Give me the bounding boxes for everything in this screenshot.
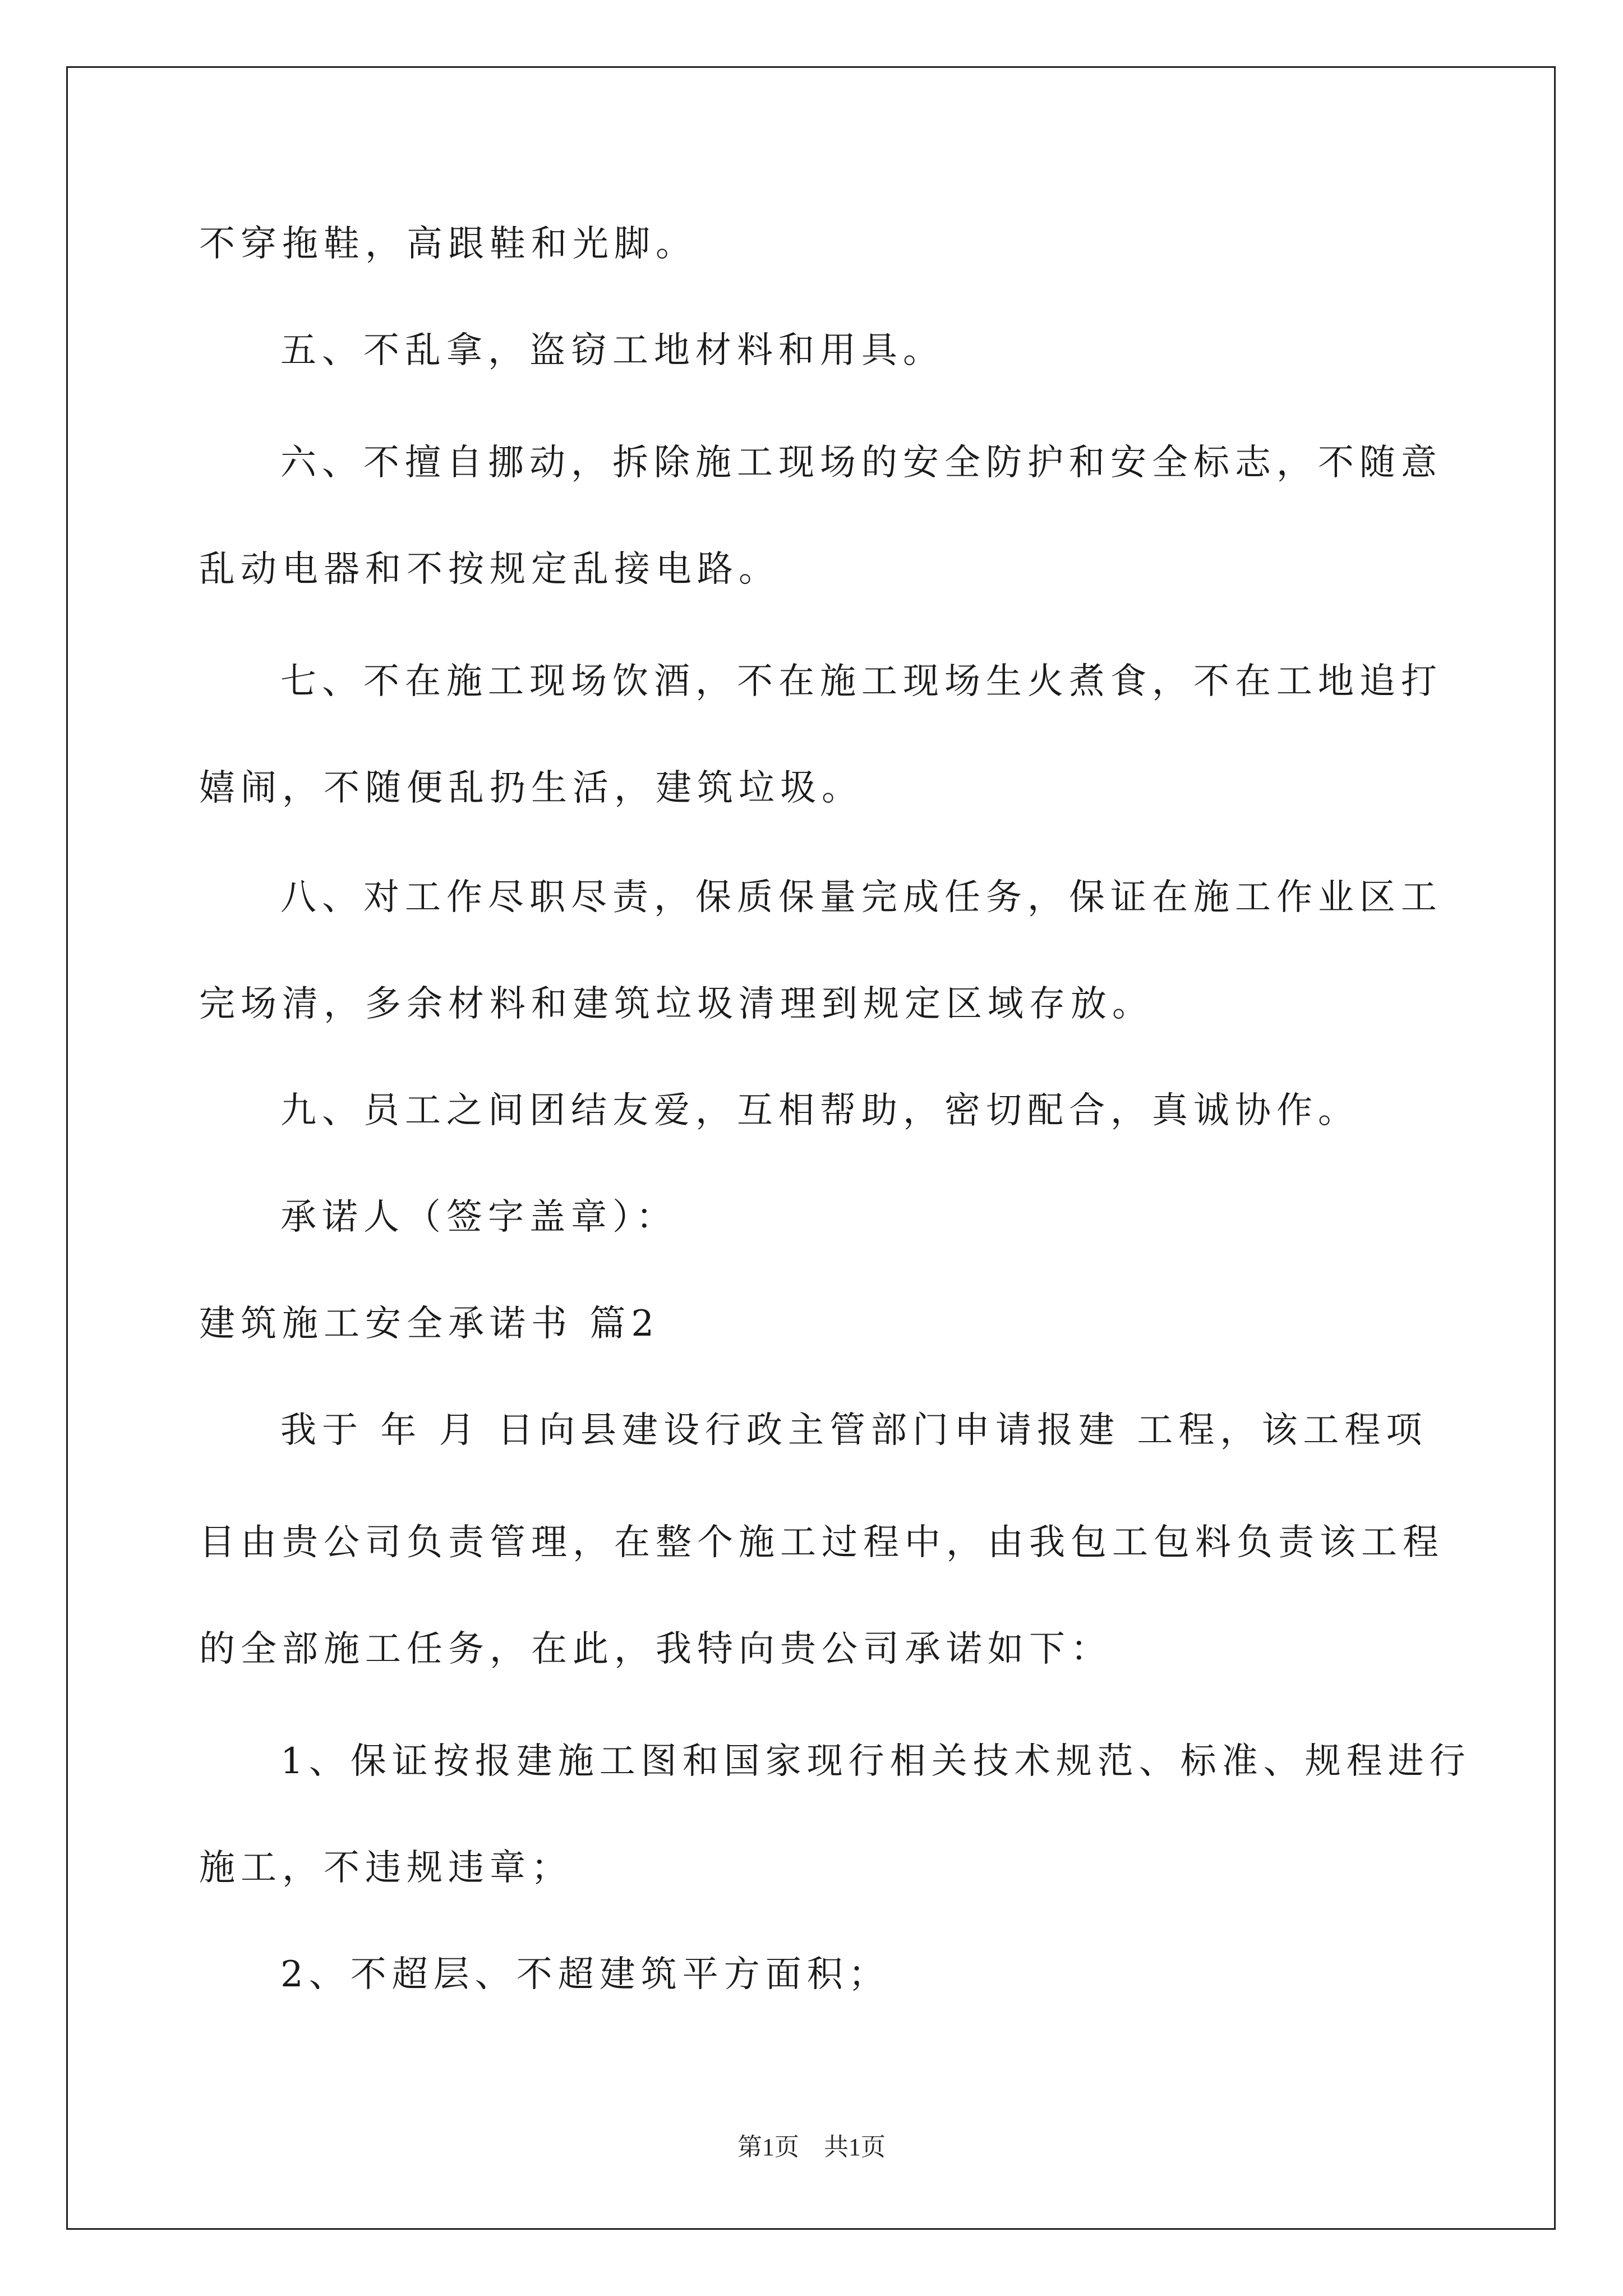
page-footer: 第1页 共1页 [737, 2133, 886, 2161]
paragraph-line: 八、对工作尽职尽责，保质保量完成任务，保证在施工作业区工 [280, 877, 1442, 918]
paragraph-line: 2、不超层、不超建筑平方面积； [280, 1954, 890, 1995]
paragraph-line: 1、保证按报建施工图和国家现行相关技术规范、标准、规程进行 [280, 1741, 1471, 1782]
paragraph-line: 六、不擅自挪动，拆除施工现场的安全防护和安全标志，不随意 [280, 442, 1442, 484]
paragraph-line: 施工，不违规违章； [199, 1847, 573, 1889]
paragraph-line: 嬉闹，不随便乱扔生活，建筑垃圾。 [199, 767, 863, 809]
paragraph-line: 五、不乱拿，盗窃工地材料和用具。 [280, 330, 944, 371]
paragraph-line: 的全部施工任务，在此，我特向贵公司承诺如下： [199, 1628, 1112, 1670]
paragraph-line: 不穿拖鞋，高跟鞋和光脚。 [199, 223, 697, 265]
paragraph-line: 七、不在施工现场饮酒，不在施工现场生火煮食，不在工地追打 [280, 661, 1442, 702]
paragraph-line: 乱动电器和不按规定乱接电路。 [199, 549, 780, 590]
paragraph-line: 九、员工之间团结友爱，互相帮助，密切配合，真诚协作。 [280, 1090, 1359, 1131]
paragraph-line: 目由贵公司负责管理，在整个施工过程中，由我包工包料负责该工程 [199, 1522, 1444, 1563]
paragraph-line: 完场清，多余材料和建筑垃圾清理到规定区域存放。 [199, 983, 1154, 1025]
signature-line: 承诺人（签字盖章）： [280, 1197, 677, 1238]
page-border [66, 66, 1556, 2230]
paragraph-line: 我于 年 月 日向县建设行政主管部门申请报建 工程，该工程项 [280, 1410, 1428, 1451]
section-title: 建筑施工安全承诺书 篇2 [199, 1303, 660, 1345]
